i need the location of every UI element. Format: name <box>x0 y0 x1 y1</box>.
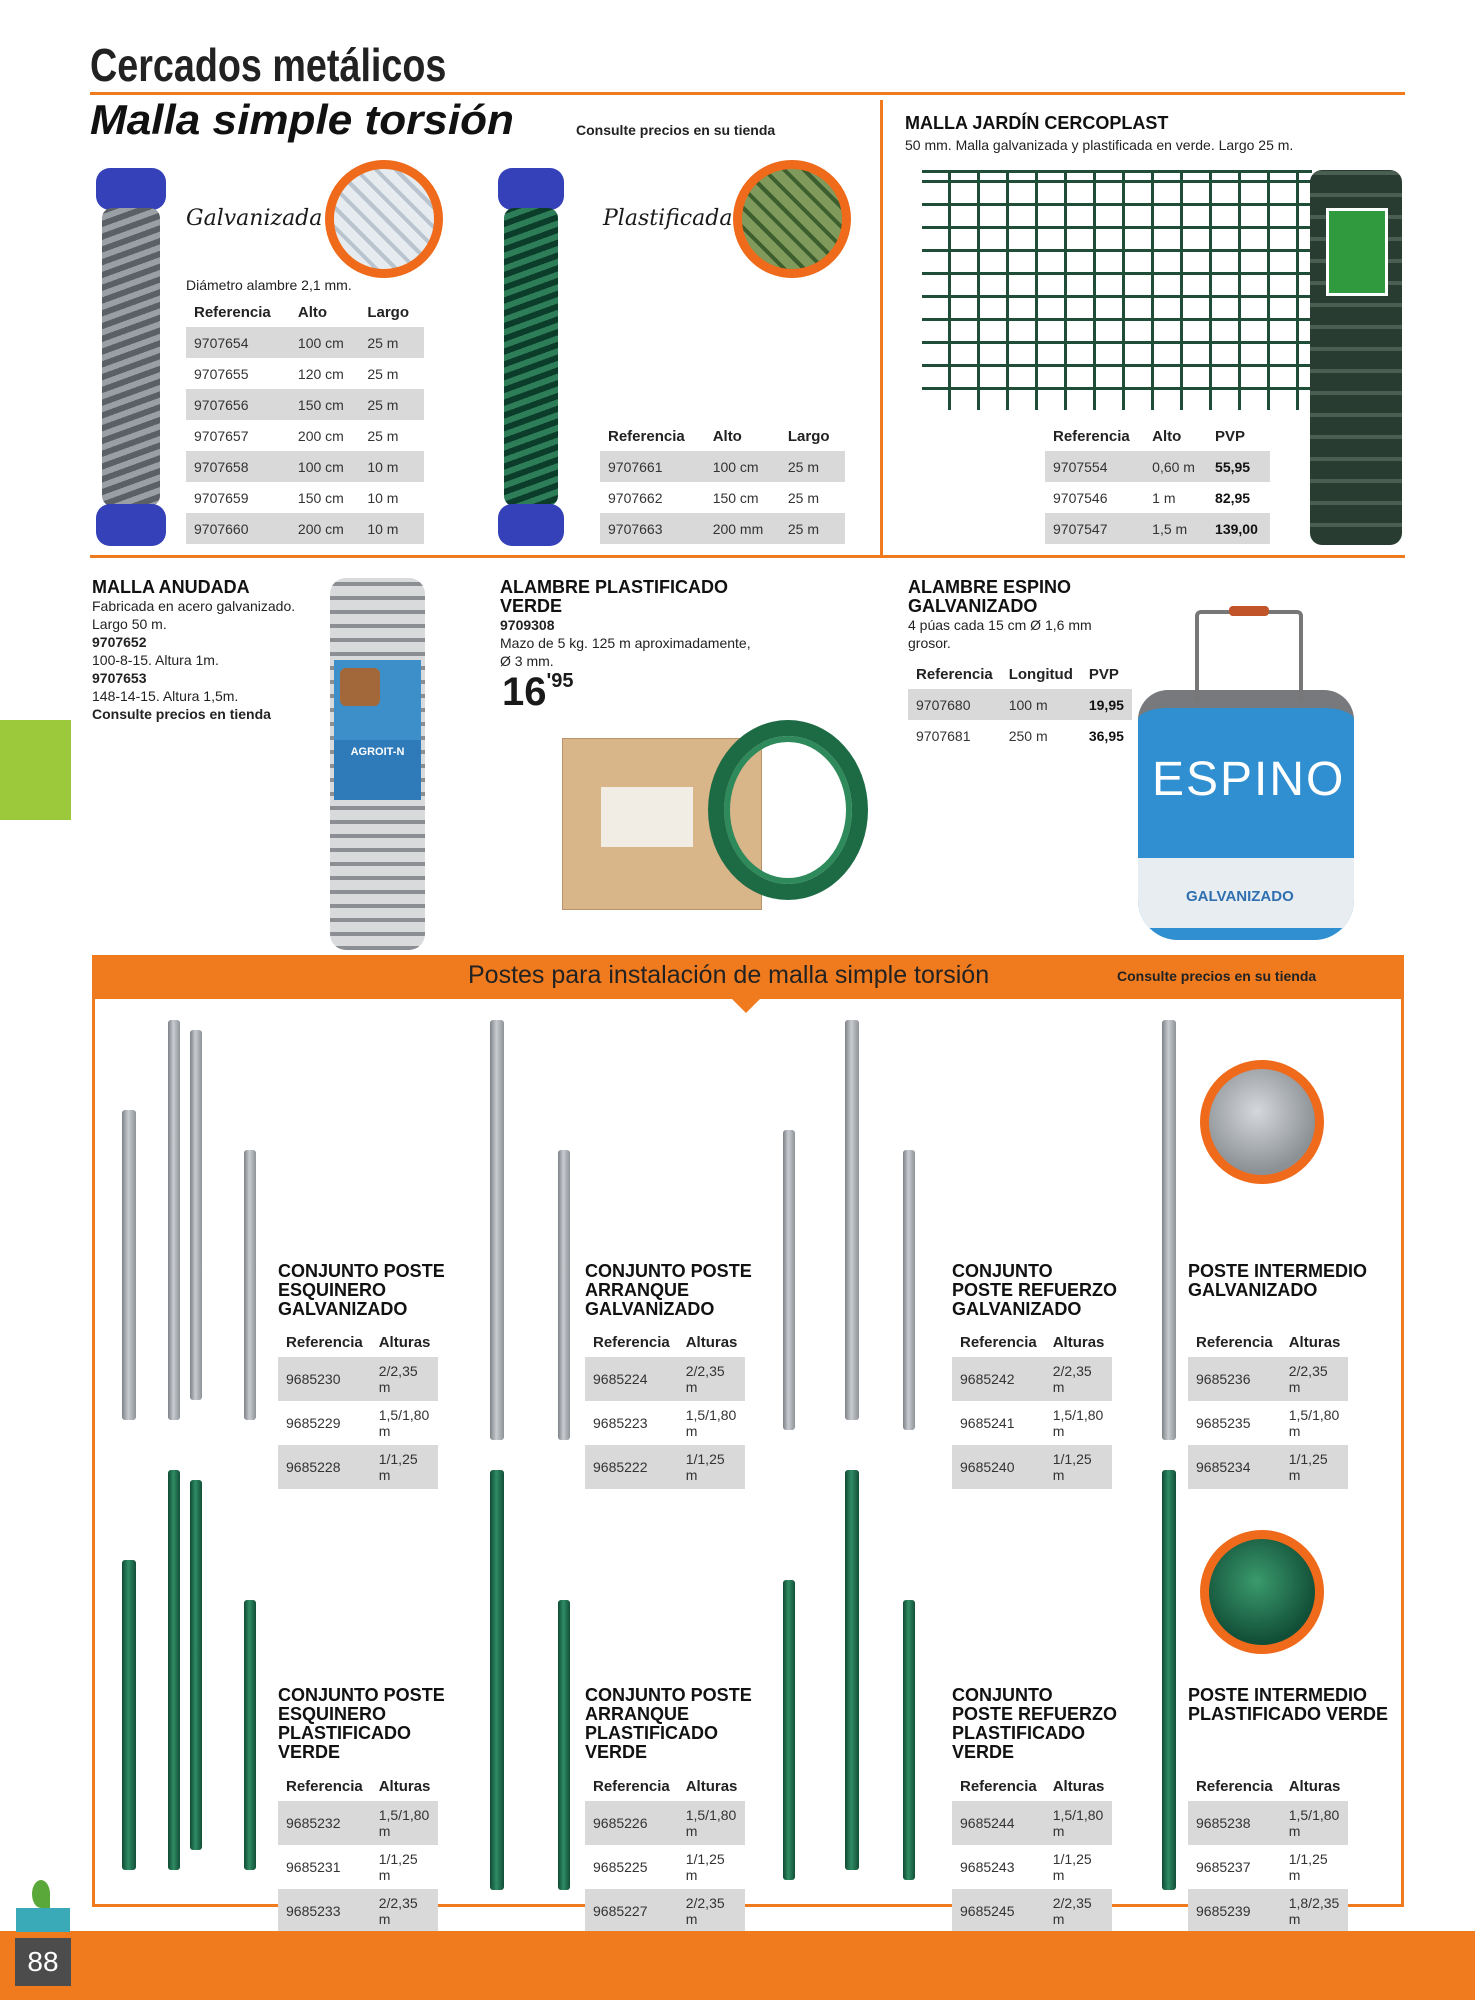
anudada-length: Largo 50 m. <box>92 616 167 632</box>
table-row: 9685235 1,5/1,80 m <box>1196 1407 1340 1439</box>
col-alto: Alto <box>712 428 742 445</box>
section-divider-horizontal <box>90 555 1405 558</box>
post-table-header: Referencia <box>286 1334 363 1351</box>
post <box>845 1470 859 1870</box>
title-divider <box>90 92 1405 95</box>
post-table <box>952 1330 1112 1489</box>
post <box>783 1580 795 1880</box>
col-largo: Largo <box>367 304 409 321</box>
table-row: 9685230 2/2,35 m <box>278 1357 438 1401</box>
bottom-bar <box>0 1931 1475 2000</box>
espino-title: ALAMBRE ESPINO <box>908 577 1072 597</box>
table-row: 9707554 0,60 m 55,95 <box>1045 451 1270 482</box>
post-table-header: Alturas <box>685 1334 738 1351</box>
table-row: 9707680 100 m 19,95 <box>908 689 1132 720</box>
anudada-spec-1: 100-8-15. Altura 1m. <box>92 652 219 668</box>
table-row: 9685241 1,5/1,80 m <box>960 1407 1104 1439</box>
welded-mesh-illustration <box>922 170 1312 410</box>
col-alto: Alto <box>297 304 328 321</box>
table-row: 9707660 200 cm 10 m <box>186 513 424 544</box>
col-longitud: Longitud <box>1008 666 1073 683</box>
anudada-ref-2: 9707653 <box>92 670 147 686</box>
malla-anudada-block <box>92 578 332 723</box>
post <box>490 1020 504 1440</box>
page-title: Cercados metálicos <box>90 39 447 91</box>
table-row: 9707546 1 m 82,95 <box>1053 489 1251 506</box>
post-title <box>1188 1262 1388 1300</box>
post-table-header: Alturas <box>685 1778 738 1795</box>
col-referencia: Referencia <box>194 304 271 321</box>
table-row: 9707657 200 cm 25 m <box>194 427 399 444</box>
alambre-plastificado-block <box>500 578 800 670</box>
post <box>490 1470 504 1890</box>
post-title-line: PLASTIFICADO <box>952 1723 1085 1743</box>
post-table-header: Referencia <box>1196 1334 1273 1351</box>
post-set-illustration <box>775 1470 935 1900</box>
table-row: 9685244 1,5/1,80 m <box>952 1801 1112 1845</box>
post-title-line: CONJUNTO POSTE <box>278 1261 445 1281</box>
post-title <box>585 1686 785 1762</box>
post-table-header: Referencia <box>1196 1778 1273 1795</box>
post-table-header: Referencia <box>593 1334 670 1351</box>
table-row: 9685224 2/2,35 m <box>585 1357 745 1401</box>
postes-consult: Consulte precios en su tienda <box>1117 968 1317 984</box>
table-row: 9685223 1,5/1,80 m <box>593 1407 737 1439</box>
post-table <box>278 1330 438 1489</box>
post-title-line: ARRANQUE <box>585 1280 690 1300</box>
post <box>1162 1470 1176 1890</box>
price-decimals: '95 <box>546 670 574 692</box>
post-title-line: PLASTIFICADO <box>585 1723 718 1743</box>
col-pvp: PVP <box>1088 666 1119 683</box>
cercoplast-table <box>1045 424 1270 544</box>
alambre-plast-desc: Mazo de 5 kg. 125 m aproximadamente, <box>500 635 751 651</box>
post-table <box>585 1774 745 1933</box>
galvanized-table <box>186 300 424 544</box>
post-title-line: CONJUNTO POSTE <box>278 1685 445 1705</box>
plastified-detail-circle <box>733 160 851 278</box>
table-row: 9685243 1/1,25 m <box>960 1851 1092 1883</box>
post-title <box>952 1262 1152 1319</box>
table-row: 9685233 2/2,35 m <box>278 1889 438 1933</box>
post-title-line: GALVANIZADO <box>278 1299 408 1319</box>
post-title-line: POSTE REFUERZO <box>952 1280 1118 1300</box>
post-title-line: VERDE <box>585 1742 648 1762</box>
post <box>903 1600 915 1880</box>
table-row: 9707681 250 m 36,95 <box>916 727 1124 744</box>
post <box>122 1110 136 1420</box>
post-title-line: VERDE <box>278 1742 341 1762</box>
post <box>190 1480 202 1850</box>
table-row: 9707659 150 cm 10 m <box>194 489 399 506</box>
alambre-espino-block <box>908 578 1168 652</box>
malla-anudada-title: MALLA ANUDADA <box>92 577 250 597</box>
banner-pointer <box>732 999 760 1013</box>
post-table-header: Alturas <box>1288 1778 1341 1795</box>
col-largo: Largo <box>787 428 830 445</box>
table-row: 9685245 2/2,35 m <box>952 1889 1112 1933</box>
post-set-illustration <box>110 1020 270 1450</box>
post-title-line: CONJUNTO POSTE <box>585 1261 752 1281</box>
anudada-consult: Consulte precios en tienda <box>92 706 271 722</box>
green-wire-coil <box>708 720 868 900</box>
post-title-line: CONJUNTO <box>952 1261 1053 1281</box>
post-table-header: Alturas <box>378 1334 431 1351</box>
plastified-table <box>600 424 845 544</box>
post <box>244 1600 256 1870</box>
espino-sublabel: GALVANIZADO <box>1186 888 1294 905</box>
cercoplast-title: MALLA JARDÍN CERCOPLAST <box>905 113 1169 133</box>
table-row: 9707662 150 cm 25 m <box>608 489 819 506</box>
consult-note: Consulte precios en su tienda <box>576 122 776 138</box>
post-table-header: Referencia <box>960 1778 1037 1795</box>
table-row: 9685234 1/1,25 m <box>1188 1445 1348 1489</box>
table-row: 9707661 100 cm 25 m <box>600 451 845 482</box>
table-row: 9685229 1,5/1,80 m <box>286 1407 430 1439</box>
table-row: 9685232 1,5/1,80 m <box>278 1801 438 1845</box>
table-row: 9685237 1/1,25 m <box>1196 1851 1328 1883</box>
espino-desc: 4 púas cada 15 cm Ø 1,6 mm <box>908 617 1092 633</box>
table-row: 9707547 1,5 m 139,00 <box>1045 513 1270 544</box>
post <box>168 1020 180 1420</box>
post-title-line: ARRANQUE <box>585 1704 690 1724</box>
table-row: 9685238 1,5/1,80 m <box>1188 1801 1348 1845</box>
postes-banner-title: Postes para instalación de malla simple torsión <box>468 961 990 989</box>
post-title-line: CONJUNTO <box>952 1685 1053 1705</box>
post-title-line: GALVANIZADO <box>1188 1280 1318 1300</box>
table-row: 9685225 1/1,25 m <box>593 1851 725 1883</box>
galvanizada-label: Galvanizada <box>186 206 323 231</box>
table-row: 9707658 100 cm 10 m <box>186 451 424 482</box>
post-title <box>1188 1686 1388 1724</box>
post <box>1162 1020 1176 1440</box>
table-row: 9685228 1/1,25 m <box>278 1445 438 1489</box>
table-row: 9685222 1/1,25 m <box>585 1445 745 1489</box>
post-table <box>952 1774 1112 1933</box>
post-title-line: VERDE <box>952 1742 1015 1762</box>
post-table <box>1188 1774 1348 1933</box>
table-row: 9685239 1,8/2,35 m <box>1188 1889 1348 1933</box>
spool-handle <box>1195 610 1303 702</box>
post-title <box>278 1262 478 1319</box>
post-table-header: Referencia <box>960 1334 1037 1351</box>
post-table <box>1188 1330 1348 1489</box>
table-row: 9707654 100 cm 25 m <box>186 327 424 358</box>
post-title-line: GALVANIZADO <box>585 1299 715 1319</box>
post <box>783 1130 795 1430</box>
espino-label: ESPINO <box>1152 753 1346 806</box>
agroit-label: AGROIT-N <box>334 740 421 800</box>
barbed-wire-spool <box>1138 690 1354 940</box>
post-table <box>278 1774 438 1933</box>
price-integer: 16 <box>502 670 547 714</box>
table-row: 9685240 1/1,25 m <box>952 1445 1112 1489</box>
espino-table <box>908 662 1132 751</box>
alambre-plast-ref: 9709308 <box>500 617 555 633</box>
post-table-header: Alturas <box>378 1778 431 1795</box>
post-title-line: ESQUINERO <box>278 1704 387 1724</box>
table-row: 9685236 2/2,35 m <box>1188 1357 1348 1401</box>
plastificada-label: Plastificada <box>603 206 733 231</box>
espino-title-2: GALVANIZADO <box>908 596 1038 616</box>
table-row: 9707655 120 cm 25 m <box>194 365 399 382</box>
post-table-header: Referencia <box>593 1778 670 1795</box>
page-number: 88 <box>15 1938 71 1986</box>
plastified-mesh-roll <box>498 168 564 546</box>
col-referencia: Referencia <box>1053 428 1130 445</box>
galvanized-detail-circle <box>325 160 443 278</box>
post <box>122 1560 136 1870</box>
post-table-header: Referencia <box>286 1778 363 1795</box>
post-table-header: Alturas <box>1288 1334 1341 1351</box>
cercoplast-roll <box>1310 170 1402 545</box>
post-table-header: Alturas <box>1052 1778 1105 1795</box>
post-title-line: PLASTIFICADO <box>278 1723 411 1743</box>
table-row: 9707663 200 mm 25 m <box>600 513 845 544</box>
page-subtitle: Malla simple torsión <box>90 96 514 143</box>
table-row: 9685226 1,5/1,80 m <box>585 1801 745 1845</box>
post-set-illustration <box>775 1020 935 1450</box>
post-title <box>278 1686 478 1762</box>
post-title-line: ESQUINERO <box>278 1280 387 1300</box>
col-referencia: Referencia <box>916 666 993 683</box>
knotted-mesh-roll <box>330 578 425 950</box>
table-row: 9685231 1/1,25 m <box>286 1851 418 1883</box>
alambre-plast-title-2: VERDE <box>500 596 563 616</box>
cercoplast-desc: 50 mm. Malla galvanizada y plastificada en verde. Largo 25 m. <box>905 137 1294 153</box>
anudada-desc: Fabricada en acero galvanizado. <box>92 598 296 614</box>
post-title-line: CONJUNTO POSTE <box>585 1685 752 1705</box>
post <box>558 1150 570 1440</box>
post <box>845 1020 859 1420</box>
table-row: 9685227 2/2,35 m <box>585 1889 745 1933</box>
post-table <box>585 1330 745 1489</box>
col-pvp: PVP <box>1215 428 1246 445</box>
anudada-spec-2: 148-14-15. Altura 1,5m. <box>92 688 239 704</box>
galvanized-mesh-roll <box>96 168 166 546</box>
col-alto: Alto <box>1152 428 1182 445</box>
post-title-line: GALVANIZADO <box>952 1299 1082 1319</box>
post <box>244 1150 256 1420</box>
table-row: 9707656 150 cm 25 m <box>186 389 424 420</box>
post-title-line: PLASTIFICADO VERDE <box>1188 1704 1389 1724</box>
post-title-line: POSTE INTERMEDIO <box>1188 1261 1368 1281</box>
anudada-ref-1: 9707652 <box>92 634 147 650</box>
post <box>903 1150 915 1430</box>
wire-diameter: Diámetro alambre 2,1 mm. <box>186 277 352 293</box>
section-tab <box>0 720 71 820</box>
alambre-plast-title: ALAMBRE PLASTIFICADO <box>500 577 728 597</box>
post-title-line: POSTE INTERMEDIO <box>1188 1685 1368 1705</box>
post-title <box>585 1262 785 1319</box>
post-title <box>952 1686 1152 1762</box>
post <box>168 1470 180 1870</box>
col-referencia: Referencia <box>608 428 685 445</box>
espino-desc-2: grosor. <box>908 635 951 651</box>
alambre-plast-diameter: Ø 3 mm. <box>500 653 554 669</box>
alambre-plast-price <box>502 670 574 715</box>
post-cap-detail-circle <box>1200 1060 1324 1184</box>
table-row: 9685242 2/2,35 m <box>952 1357 1112 1401</box>
section-divider-vertical <box>880 100 883 555</box>
post-title-line: POSTE REFUERZO <box>952 1704 1118 1724</box>
post <box>558 1600 570 1890</box>
post-set-illustration <box>110 1470 270 1900</box>
plant-pot-icon <box>12 1880 74 1932</box>
post-cap-detail-circle <box>1200 1530 1324 1654</box>
post <box>190 1030 202 1400</box>
post-table-header: Alturas <box>1052 1334 1105 1351</box>
